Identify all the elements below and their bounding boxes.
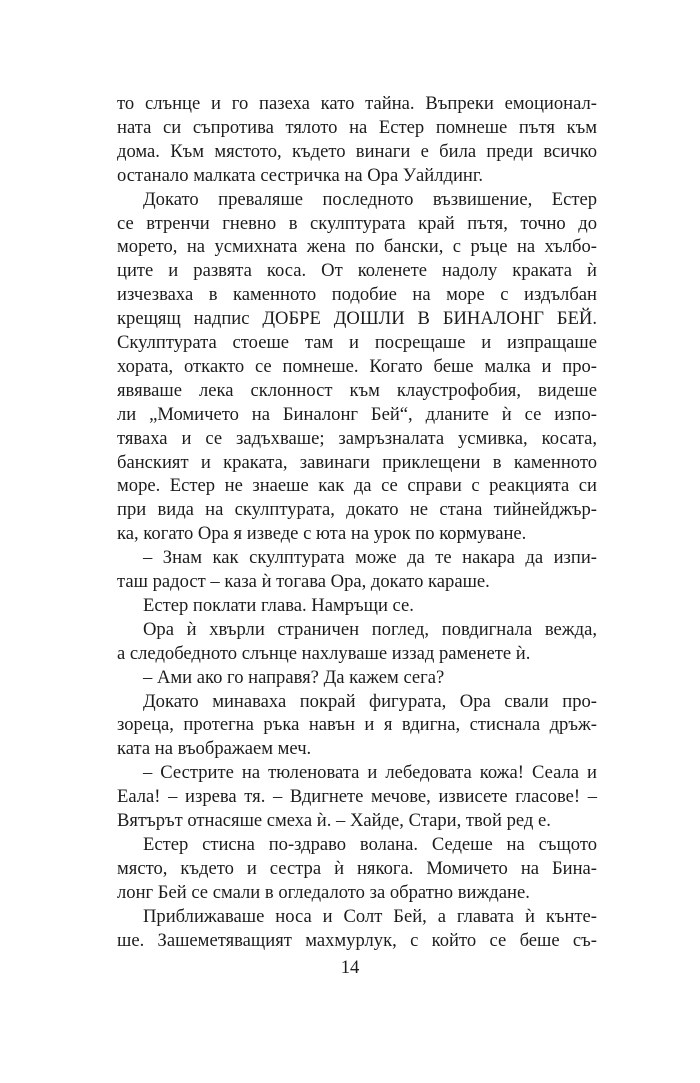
text-line: банският и краката, завинаги приклещени в каменното	[117, 451, 597, 473]
text-line: явяваше лека склонност към клаустрофобия, видеше	[117, 379, 597, 401]
text-line: останало малката сестричка на Ора Уайлдинг.	[117, 164, 484, 186]
text-line: лонг Бей се смали в огледалото за обратно виждане.	[117, 881, 530, 903]
text-line: Докато преваляше последното възвишение, Естер	[143, 188, 597, 210]
text-line: изчезваха в каменното подобие на море с издълбан	[117, 284, 597, 306]
text-line: таш радост – каза ѝ тогава Ора, докато караше.	[117, 571, 490, 592]
text-line: крещящ надпис ДОБРЕ ДОШЛИ В БИНАЛОНГ БЕЙ.	[117, 308, 597, 330]
text-line: зореца, протегна ръка навън и я вдигна, стиснала дръж-	[117, 714, 597, 736]
text-line: Ора ѝ хвърли страничен поглед, повдигнала вежда,	[143, 618, 597, 640]
text-line: тяваха и се задъхваше; замръзналата усмивка, косата,	[117, 427, 597, 449]
text-line: Докато минаваха покрай фигурата, Ора свали про-	[143, 690, 597, 712]
text-line: се втренчи гневно в скулптурата край пътя, точно до	[117, 212, 597, 234]
text-line: ната си съпротива тялото на Естер помнеше пътя към	[117, 116, 597, 138]
text-line: Естер стисна по-здраво волана. Седеше на същото	[143, 833, 597, 855]
text-line: ка, когато Ора я изведе с юта на урок по кормуване.	[117, 523, 527, 545]
text-line: – Ами ако го направя? Да кажем сега?	[143, 666, 445, 688]
text-line: ците и развята коса. От коленете надолу краката ѝ	[117, 260, 597, 282]
text-line: ли „Момичето на Биналонг Бей“, дланите ѝ се изпо-	[117, 403, 597, 425]
text-line: море. Естер не знаеше как да се справи с реакцията си	[117, 475, 597, 497]
text-line: – Сестрите на тюленовата и лебедовата кожа! Сеала и	[143, 762, 597, 784]
text-line: Еала! – изрева тя. – Вдигнете мечове, извисете гласове! –	[117, 786, 597, 808]
text-line: ше. Зашеметяващият махмурлук, с който се беше съ-	[117, 929, 597, 951]
text-line: ката на въображаем меч.	[117, 738, 312, 760]
text-line: хората, откакто се помнеше. Когато беше малка и про-	[117, 355, 597, 377]
text-line: – Знам как скулптурата може да те накара да изпи-	[143, 547, 597, 569]
page-number: 14	[340, 957, 360, 978]
text-line: а следобедното слънце нахлуваше иззад раменете ѝ.	[117, 642, 531, 664]
text-line: дома. Към мястото, където винаги е била преди всичко	[117, 140, 597, 162]
text-line: Скулптурата стоеше там и посрещаше и изпращаше	[117, 332, 597, 353]
text-line: то слънце и го пазеха като тайна. Въпреки емоционал-	[117, 93, 597, 114]
text-line: Естер поклати глава. Намръщи се.	[143, 594, 414, 616]
text-line: при вида на скулптурата, докато не стана тийнейджър-	[117, 499, 597, 521]
text-line: място, където и сестра ѝ някога. Момичето на Бина-	[117, 857, 597, 879]
text-line: морето, на усмихната жена по бански, с ръце на хълбо-	[117, 236, 597, 258]
text-line: Приближаваше носа и Солт Бей, а главата ѝ кънте-	[143, 905, 597, 927]
text-line: Вятърът отнасяше смеха ѝ. – Хайде, Стари, твой ред е.	[117, 810, 551, 831]
